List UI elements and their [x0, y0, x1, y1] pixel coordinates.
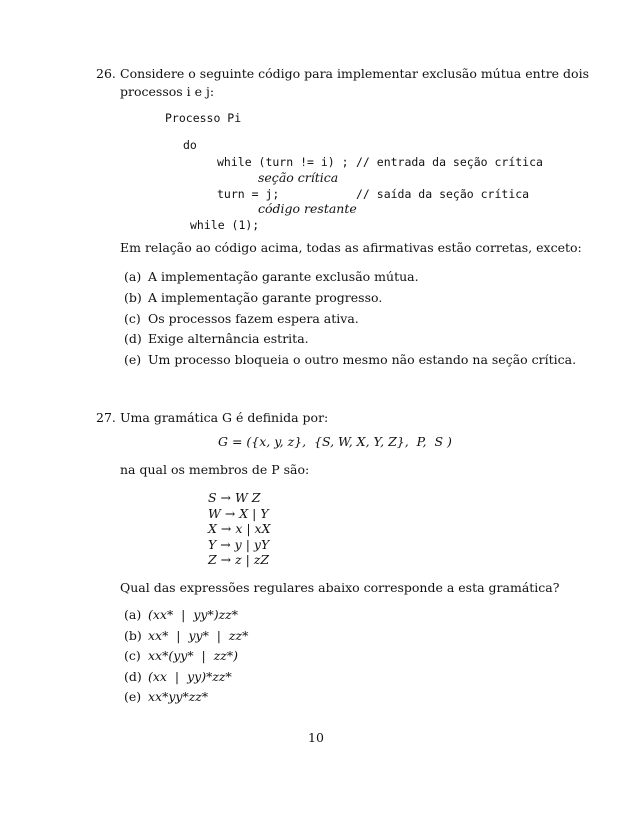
option-label: (e) [124, 689, 142, 704]
q26-option-b [124, 290, 382, 306]
option-text: A implementação garante progresso. [148, 290, 383, 305]
option-text: Os processos fazem espera ativa. [148, 311, 359, 326]
page-number: 10 [308, 730, 324, 745]
option-label: (c) [124, 648, 141, 663]
option-text: (xx | yy)*zz* [148, 669, 232, 684]
option-text: Exige alternância estrita. [148, 331, 309, 346]
option-label: (e) [124, 352, 142, 367]
option-text: xx* | yy* | zz* [148, 628, 249, 643]
option-label: (c) [124, 311, 141, 326]
option-label: (d) [124, 331, 142, 346]
q26-option-d [124, 331, 309, 347]
option-label: (a) [124, 269, 142, 284]
code-title: Processo Pi [165, 111, 242, 125]
code-while-line: while (turn != i) ; [217, 155, 349, 169]
q26-option-c [124, 311, 359, 327]
code-critical-section: seção crítica [258, 170, 339, 185]
grammar-rule-x: X → x | xX [208, 521, 271, 536]
q27-definition: G = ({x, y, z}, {S, W, X, Y, Z}, P, S ) [218, 434, 452, 449]
option-label: (b) [124, 628, 142, 643]
q27-question: Qual das expressões regulares abaixo corresponde a esta gramática? [120, 580, 560, 595]
q27-option-c [124, 648, 238, 664]
code-loop-end: while (1); [190, 218, 260, 232]
q26-option-a [124, 269, 419, 285]
option-label: (a) [124, 607, 142, 622]
q26-question: Em relação ao código acima, todas as afirmativas estão corretas, exceto: [120, 240, 582, 255]
option-text: (xx* | yy*)zz* [148, 607, 239, 622]
q27-intro: Uma gramática G é definida por: [120, 410, 329, 425]
code-turn-line: turn = j; [217, 187, 280, 201]
code-remaining-section: código restante [258, 201, 357, 216]
q26-intro-line1: Considere o seguinte código para implementar exclusão mútua entre dois [120, 66, 589, 81]
q27-option-a [124, 607, 238, 623]
q26-option-e [124, 352, 576, 368]
grammar-rule-w: W → X | Y [208, 506, 269, 521]
grammar-rule-s: S → W Z [208, 490, 261, 505]
q27-number: 27. [96, 410, 116, 425]
option-text: A implementação garante exclusão mútua. [148, 269, 419, 284]
option-text: xx*(yy* | zz*) [148, 648, 239, 663]
q27-option-b [124, 628, 248, 644]
code-do: do [183, 138, 197, 152]
q27-option-d [124, 669, 232, 685]
option-label: (b) [124, 290, 142, 305]
code-comment-entry: // entrada da seção crítica [356, 155, 543, 169]
q26-number: 26. [96, 66, 116, 81]
q26-intro-line2: processos i e j: [120, 84, 215, 99]
grammar-rule-y: Y → y | yY [208, 537, 270, 552]
code-comment-exit: // saída da seção crítica [356, 187, 530, 201]
grammar-rule-z: Z → z | zZ [208, 552, 270, 567]
option-label: (d) [124, 669, 142, 684]
option-text: Um processo bloqueia o outro mesmo não estando na seção crítica. [148, 352, 577, 367]
q27-members-intro: na qual os membros de P são: [120, 462, 310, 477]
q27-option-e [124, 689, 208, 705]
option-text: xx*yy*zz* [148, 689, 209, 704]
